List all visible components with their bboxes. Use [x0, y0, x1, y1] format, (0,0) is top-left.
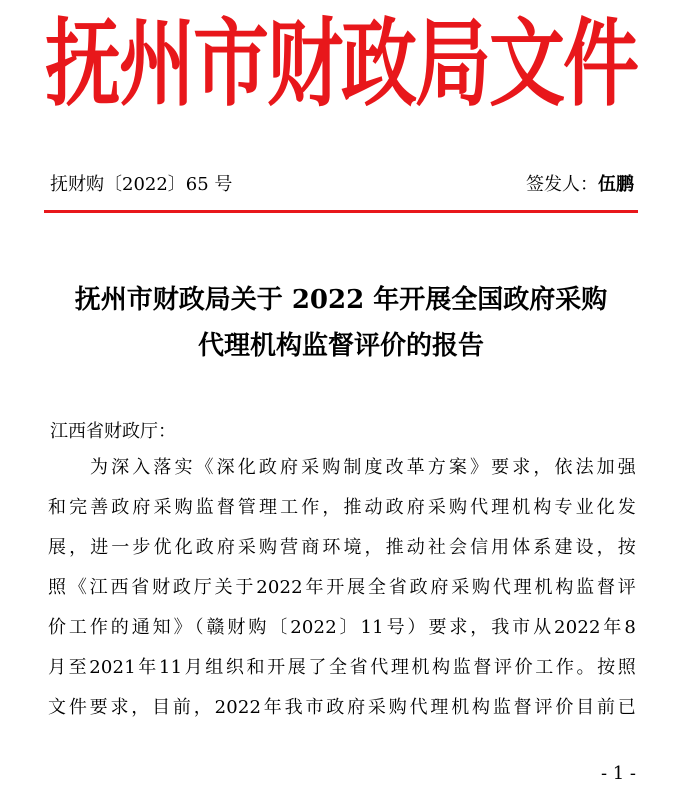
issuer-name: 伍鹏 — [598, 174, 634, 195]
body-line: 文件要求，目前，2022年我市政府采购代理机构监督评价目前已 — [48, 697, 636, 718]
document-masthead: 抚州市财政局文件 — [45, 7, 637, 119]
red-separator-line — [44, 210, 638, 213]
body-line: 月至2021年11月组织和开展了全省代理机构监督评价工作。按照 — [48, 657, 636, 678]
body-line: 为深入落实《深化政府采购制度改革方案》要求，依法加强 — [90, 457, 636, 478]
salutation: 江西省财政厅： — [50, 421, 176, 442]
body-line: 价工作的通知》（赣财购〔2022〕11号）要求，我市从2022年8 — [48, 617, 636, 638]
title-line: 抚州市财政局关于 2022 年开展全国政府采购 — [74, 285, 608, 315]
page-number: - 1 - — [600, 763, 636, 784]
issuer-label: 签发人： — [526, 174, 598, 195]
body-line: 展，进一步优化政府采购营商环境，推动社会信用体系建设，按 — [48, 537, 636, 558]
title-line: 代理机构监督评价的报告 — [197, 331, 484, 361]
body-line: 照《江西省财政厅关于2022年开展全省政府采购代理机构监督评 — [48, 577, 636, 598]
document-number: 抚财购〔2022〕65 号 — [50, 174, 233, 195]
document-title — [40, 277, 642, 369]
issuer — [526, 172, 634, 198]
body-line: 和完善政府采购监督管理工作，推动政府采购代理机构专业化发 — [48, 497, 636, 518]
